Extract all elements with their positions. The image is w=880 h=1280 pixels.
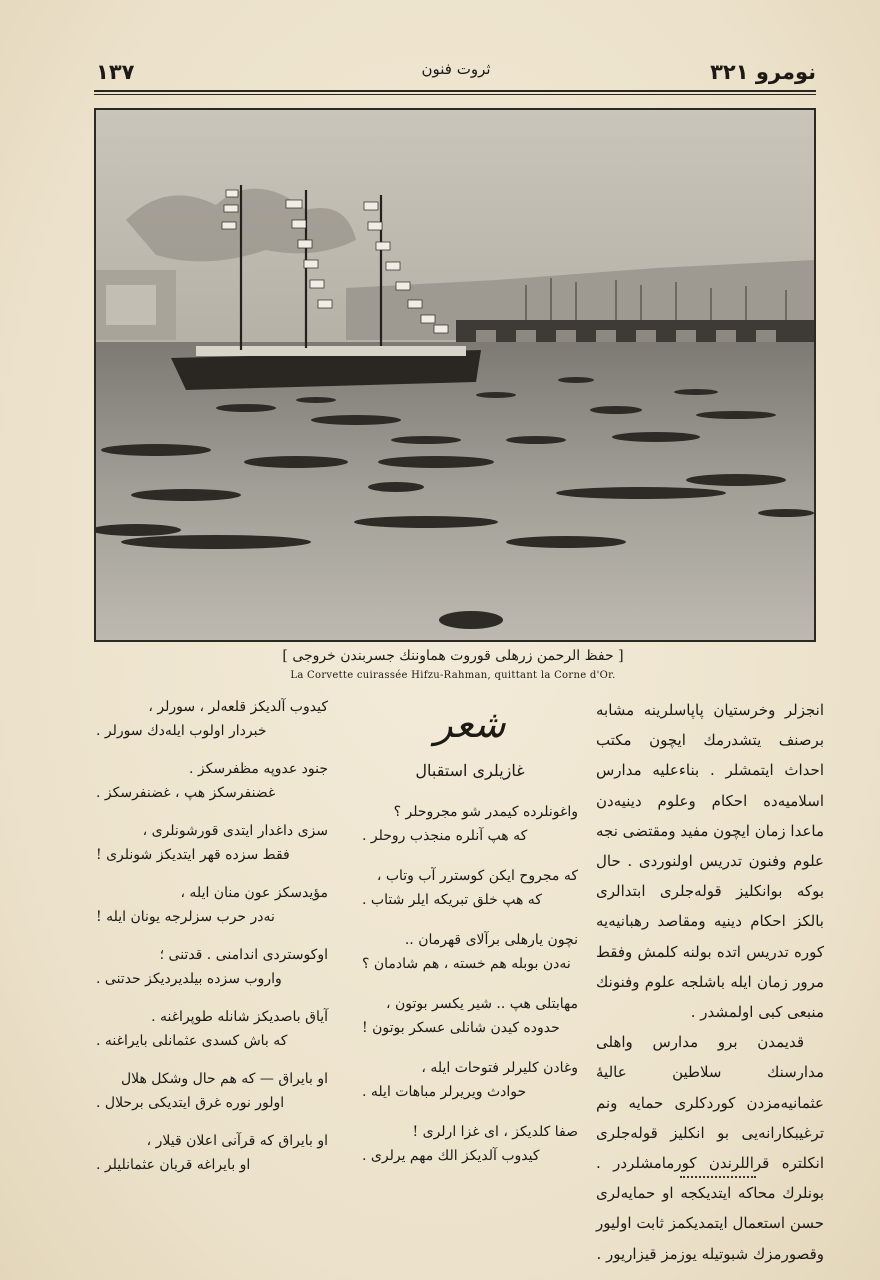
- poem-stanza: [96, 1067, 328, 1115]
- verse-line: كه باش كسدی عثمانلی بایراغنه .: [96, 1033, 288, 1049]
- poem-stanza: [362, 800, 578, 848]
- verse-line: غضنفرسكز هپ ، غضنفرسكز .: [96, 785, 276, 801]
- prose-column: [596, 695, 824, 1269]
- verse-line: وغادن كلیرلر فتوحات ایله ،: [421, 1060, 578, 1076]
- verse-line: مؤیدسكز عون منان ایله ،: [180, 885, 328, 901]
- page-number: ١٣٧: [96, 60, 135, 84]
- poem-stanza: [96, 1129, 328, 1177]
- poem-stanza: [96, 757, 328, 805]
- corvette-photograph: [94, 108, 816, 642]
- page-header: [96, 56, 816, 90]
- prose-paragraph: قدیمدن برو مدارس واهلی مدارسنك سلاطین عالیهٔ عثمانیه‌مزدن كوردكلری حمایه ونم ترغیبكارانه‌یی بو انكلیز قوله‌جلری انكلتره قراللرندن كورمامشلردر . بونلرك محاكه ایتدیكجه او حمایه‌لری حسن استعمال ایتمدیكمز ثابت اولیور وقصورمزك شبوتیله یوزمز قیزاریور .: [596, 1033, 824, 1263]
- verse-line: حوادث ویریرلر مباهات ایله .: [362, 1084, 527, 1100]
- poem-continued-column: [96, 695, 328, 1191]
- journal-title: ثروت فنون: [421, 60, 491, 78]
- poem-stanza: [96, 943, 328, 991]
- verse-line: كیدوب آلدیكز الك مهم یرلری .: [362, 1148, 540, 1164]
- verse-line: اولور نوره غرق ایتدیكی برحلال .: [96, 1095, 285, 1111]
- verse-line: نچون یارهلی برآلای قهرمان ..: [404, 932, 578, 948]
- verse-line: نه‌در حرب سزلرجه یونان ایله !: [96, 909, 275, 925]
- poem-stanza: [96, 881, 328, 929]
- issue-number: نومرو ٣٢١: [710, 60, 816, 84]
- verse-line: حدوده كیدن شانلی عسكر بوتون !: [362, 1020, 560, 1036]
- poem-stanza: [362, 864, 578, 912]
- article-end-ornament: [680, 1176, 756, 1178]
- verse-line: آیاق باصدیكز شانله طوپراغنه .: [151, 1009, 328, 1025]
- poem-stanza: [362, 928, 578, 976]
- verse-line: مهابتلی هپ .. شیر یكسر بوتون ،: [386, 996, 578, 1012]
- poem-stanza: [96, 1005, 328, 1053]
- verse-line: واروب سزده بیلدیردیكز حدتنی .: [96, 971, 282, 987]
- photo-caption-french: La Corvette cuirassée Hifzu-Rahman, quittant la Corne d'Or.: [290, 670, 616, 681]
- poem-stanza: [96, 819, 328, 867]
- poem-stanza: [362, 1056, 578, 1104]
- poem-heading: شعر: [434, 702, 506, 746]
- verse-line: كه هپ آنلره منجذب روحلر .: [362, 828, 528, 844]
- poem-stanza: [96, 695, 328, 743]
- verse-line: سزی داغدار ایتدی قورشونلری ،: [142, 823, 328, 839]
- poem-stanza: [362, 1120, 578, 1168]
- header-rule: [94, 90, 816, 92]
- verse-line: كه هپ خلق تبریكه ایلر شتاب .: [362, 892, 542, 908]
- verse-line: كه مجروح ایكن كوسترر آب وتاب ،: [376, 868, 578, 884]
- verse-line: خبردار اولوب ایله‌دك سورلر .: [96, 723, 267, 739]
- verse-line: او بایراق كه قرآنی اعلان قیلار ،: [146, 1133, 328, 1149]
- verse-line: اوكوستردی اندامنی . قدتنی ؛: [159, 947, 328, 963]
- prose-paragraph: انجزلر وخرستیان پاپاسلرینه مشابه برصنف یتشدرمك ایچون مكتب احداث ایتمشلر . بناءعلیه مدارس اسلامیه‌ده احكام وعلوم دینیه‌دن ماعدا زمان ایچون مفید ومقتضی نجه علوم وفنون تدریس اولنوردی . حال بوكه بوانكلیز قوله‌جلری ابتدالری بالكز احكام دینیه ومقاصد رهبانیه‌یه كوره تدریس اتده بولنه كلمش وفقط مرور زمان ایله باشلجه علوم وفنونك منبعی كبی اولمشدر .: [596, 701, 824, 1022]
- poem-column: [362, 695, 578, 1184]
- header-rule-thin: [94, 94, 816, 95]
- verse-line: نه‌دن بوبله هم خسته ، هم شادمان ؟: [362, 956, 571, 972]
- verse-line: واغونلرده كیمدر شو مجروحلر ؟: [393, 804, 578, 820]
- poem-stanza: [362, 992, 578, 1040]
- verse-line: جنود عدوپه مظفرسكز .: [189, 761, 328, 777]
- verse-line: فقط سزده قهر ایتدیكز شونلری !: [96, 847, 290, 863]
- poem-subtitle: غازیلری استقبال: [415, 761, 525, 780]
- verse-line: او بایراغه قربان عثمانلیلر .: [96, 1157, 251, 1173]
- photo-caption-turkish: [ حفظ الرحمن زرهلی قوروت هماوننك جسربندن خروجی ]: [282, 648, 624, 664]
- verse-line: صفا كلدیكز ، ای غزا ارلری !: [412, 1124, 578, 1140]
- verse-line: او بایراق — كه هم حال وشكل هلال: [120, 1071, 328, 1087]
- verse-line: كیدوب آلدیكز قلعه‌لر ، سورلر ،: [148, 699, 328, 715]
